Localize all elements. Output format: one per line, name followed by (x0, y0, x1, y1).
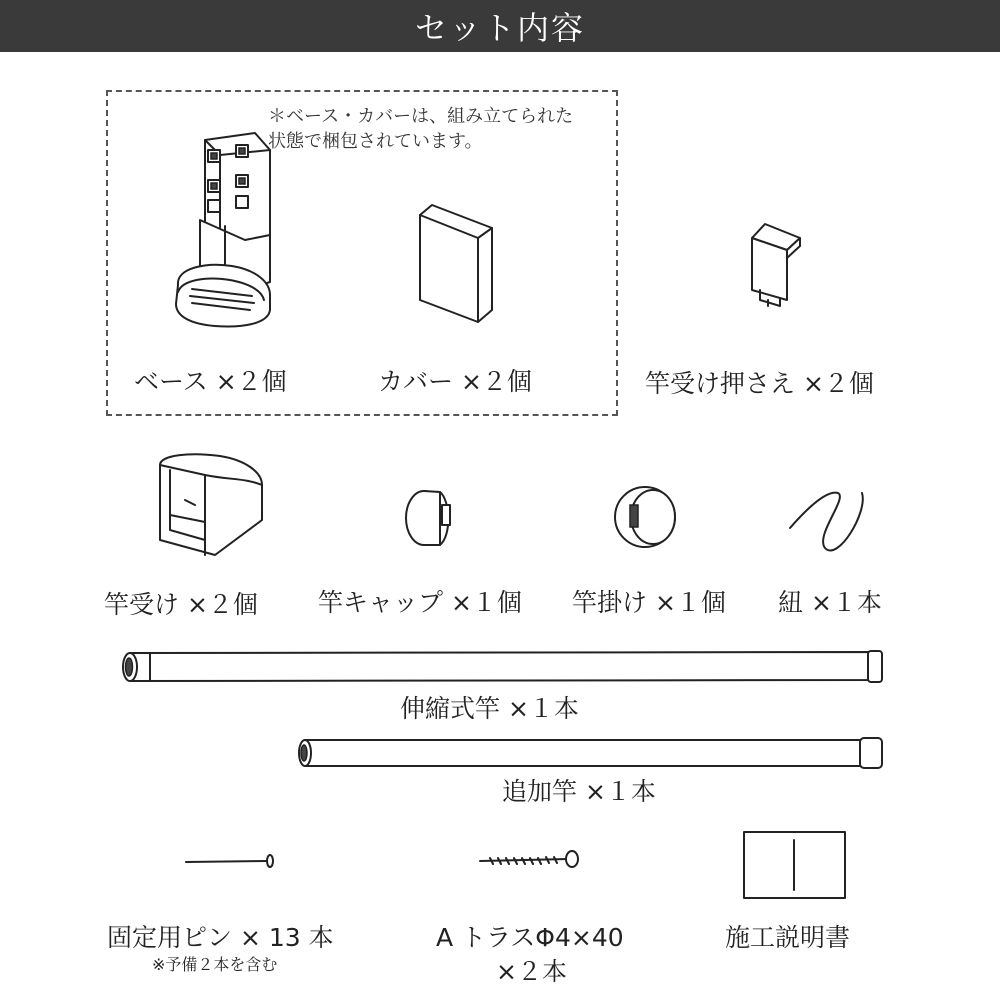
screw-label-line1: A トラスΦ4×40 (436, 923, 624, 952)
string-label: 紐 ×１本 (778, 588, 882, 617)
telescopic-rod-illustration (123, 651, 882, 682)
rod-hanger-illustration (615, 487, 675, 547)
telescopic-rod-label: 伸縮式竿 ×１本 (400, 694, 579, 723)
assembly-note-line2: 状態で梱包されています。 (268, 131, 483, 152)
extra-rod-label: 追加竿 ×１本 (502, 777, 656, 806)
fixing-pin-note: ※予備２本を含む (152, 955, 278, 974)
base-label: ベース ×２個 (134, 367, 287, 396)
fixing-pin-label: 固定用ピン × 13 本 (107, 923, 334, 952)
page-title: セット内容 (414, 9, 585, 47)
screw-label-line2: ×２本 (496, 957, 567, 986)
manual-label: 施工説明書 (725, 923, 851, 952)
screw-illustration (480, 851, 578, 867)
base-illustration (176, 133, 270, 326)
cover-illustration (420, 205, 492, 322)
assembly-note-line1: ＊ベース・カバーは、組み立てられた (268, 106, 574, 127)
rod-holder-illustration (160, 454, 262, 555)
manual-illustration (744, 832, 845, 898)
fixing-pin-illustration (186, 855, 273, 867)
rod-cap-illustration (406, 491, 450, 545)
rod-holder-presser-illustration (752, 224, 800, 306)
cover-label: カバー ×２個 (378, 367, 532, 396)
string-illustration (790, 493, 863, 551)
extra-rod-illustration (299, 738, 882, 768)
rod-holder-presser-label: 竿受け押さえ ×２個 (645, 369, 874, 398)
rod-cap-label: 竿キャップ ×１個 (318, 588, 522, 617)
rod-holder-label: 竿受け ×２個 (104, 590, 258, 619)
rod-hanger-label: 竿掛け ×１個 (572, 588, 726, 617)
